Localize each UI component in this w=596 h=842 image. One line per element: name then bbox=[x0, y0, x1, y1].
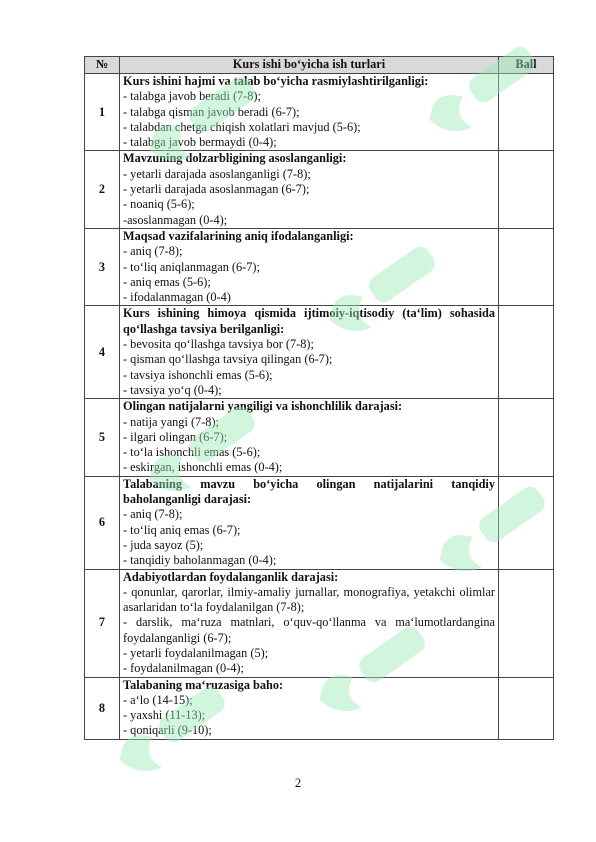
criterion-option: - to‘la ishonchli emas (5-6); bbox=[123, 445, 261, 460]
criterion-option: - bevosita qo‘llashga tavsiya bor (7-8); bbox=[123, 337, 314, 352]
criterion-option: - natija yangi (7-8); bbox=[123, 414, 219, 429]
table-row bbox=[85, 228, 554, 305]
table-row bbox=[85, 306, 554, 399]
criterion-option: - noaniq (5-6); bbox=[123, 197, 195, 212]
criterion-option: - to‘liq aniqlanmagan (6-7); bbox=[123, 259, 260, 274]
header-num: № bbox=[85, 57, 120, 74]
criterion-cell bbox=[120, 228, 499, 305]
criterion-cell bbox=[120, 399, 499, 476]
page-number: 2 bbox=[294, 776, 302, 790]
criterion-cell bbox=[120, 476, 499, 569]
row-number: 4 bbox=[85, 306, 120, 399]
criterion-option: - qoniqarli (9-10); bbox=[123, 723, 212, 738]
table-row bbox=[85, 151, 554, 228]
criterion-title: Olingan natijalarni yangiligi va ishonchlilik darajasi: bbox=[123, 399, 403, 414]
table-row bbox=[85, 476, 554, 569]
criterion-title: Kurs ishini hajmi va talab bo‘yicha rasmiylashtirilganligi: bbox=[123, 74, 429, 88]
criterion-title: Kurs ishining himoya qismida ijtimoiy-iqtisodiy (ta‘lim) sohasida qo‘llashga tavsiya berilganligi: bbox=[123, 306, 495, 336]
criterion-title: Talabaning mavzu bo‘yicha olingan natijalarini tanqidiy baholanganligi darajasi: bbox=[123, 476, 495, 507]
ball-cell[interactable] bbox=[499, 476, 554, 569]
row-number: 1 bbox=[85, 74, 120, 151]
ball-cell[interactable] bbox=[499, 228, 554, 305]
criterion-option: - aniq (7-8); bbox=[123, 244, 183, 259]
criterion-option: - talabga javob bermaydi (0-4); bbox=[123, 135, 277, 150]
criterion-option: - ifodalanmagan (0-4) bbox=[123, 290, 231, 305]
criterion-option: - juda sayoz (5); bbox=[123, 537, 204, 552]
row-number: 2 bbox=[85, 151, 120, 228]
criterion-cell bbox=[120, 74, 499, 151]
row-number: 6 bbox=[85, 476, 120, 569]
criterion-option: - to‘liq aniq emas (6-7); bbox=[123, 522, 241, 537]
ball-cell[interactable] bbox=[499, 151, 554, 228]
header-title: Kurs ishi bo‘yicha ish turlari bbox=[120, 57, 499, 74]
criterion-option: - yaxshi (11-13); bbox=[123, 708, 206, 723]
row-number: 7 bbox=[85, 569, 120, 677]
ball-cell[interactable] bbox=[499, 569, 554, 677]
criterion-option: - qonunlar, qarorlar, ilmiy-amaliy jurnallar, monografiya, yetakchi olimlar asarlaridan to‘la foydalanilgan (7-8); bbox=[123, 584, 495, 615]
criterion-option: -asoslanmagan (0-4); bbox=[123, 212, 228, 227]
criterion-option: - ilgari olingan (6-7); bbox=[123, 429, 228, 444]
criterion-option: - aniq emas (5-6); bbox=[123, 274, 211, 289]
criterion-option: - qisman qo‘llashga tavsiya qilingan (6-7); bbox=[123, 352, 333, 367]
criterion-title: Mavzuning dolzarbligining asoslanganligi: bbox=[123, 151, 347, 166]
criterion-option: - tanqidiy baholanmagan (0-4); bbox=[123, 553, 277, 568]
row-number: 3 bbox=[85, 228, 120, 305]
table-row bbox=[85, 399, 554, 476]
criterion-cell bbox=[120, 306, 499, 399]
criterion-option: - darslik, ma‘ruza matnlari, o‘quv-qo‘llanma va ma‘lumotlardangina foydalanganligi (6-7); bbox=[123, 615, 495, 645]
criterion-option: - a‘lo (14-15); bbox=[123, 692, 193, 707]
criterion-option: - yetarli darajada asoslanganligi (7-8); bbox=[123, 166, 311, 181]
criterion-option: - foydalanilmagan (0-4); bbox=[123, 661, 244, 676]
header-ball: Ball bbox=[499, 57, 554, 74]
row-number: 8 bbox=[85, 677, 120, 739]
ball-cell[interactable] bbox=[499, 677, 554, 739]
criterion-option: - eskirgan, ishonchli emas (0-4); bbox=[123, 460, 283, 475]
table-row bbox=[85, 74, 554, 151]
criterion-option: - tavsiya yo‘q (0-4); bbox=[123, 382, 222, 397]
criterion-option: - aniq (7-8); bbox=[123, 507, 183, 522]
criteria-table bbox=[84, 56, 554, 740]
criterion-cell bbox=[120, 151, 499, 228]
table-body bbox=[85, 74, 554, 740]
criterion-title: Adabiyotlardan foydalanganlik darajasi: bbox=[123, 569, 339, 584]
criterion-option: - tavsiya ishonchli emas (5-6); bbox=[123, 367, 273, 382]
ball-cell[interactable] bbox=[499, 306, 554, 399]
ball-cell[interactable] bbox=[499, 74, 554, 151]
criterion-option: - yetarli darajada asoslanmagan (6-7); bbox=[123, 182, 310, 197]
table-header-row bbox=[85, 57, 554, 74]
criterion-cell bbox=[120, 569, 499, 677]
criterion-cell bbox=[120, 677, 499, 739]
criterion-option: - yetarli foydalanilmagan (5); bbox=[123, 645, 269, 660]
criterion-option: - talabga qisman javob beradi (6-7); bbox=[123, 104, 300, 119]
ball-cell[interactable] bbox=[499, 399, 554, 476]
criterion-option: - talabga javob beradi (7-8); bbox=[123, 89, 261, 104]
row-number: 5 bbox=[85, 399, 120, 476]
table-row bbox=[85, 677, 554, 739]
criterion-title: Talabaning ma‘ruzasiga baho: bbox=[123, 677, 284, 692]
table-row bbox=[85, 569, 554, 677]
criterion-title: Maqsad vazifalarining aniq ifodalanganligi: bbox=[123, 228, 354, 243]
criterion-option: - talabdan chetga chiqish xolatlari mavjud (5-6); bbox=[123, 119, 361, 134]
